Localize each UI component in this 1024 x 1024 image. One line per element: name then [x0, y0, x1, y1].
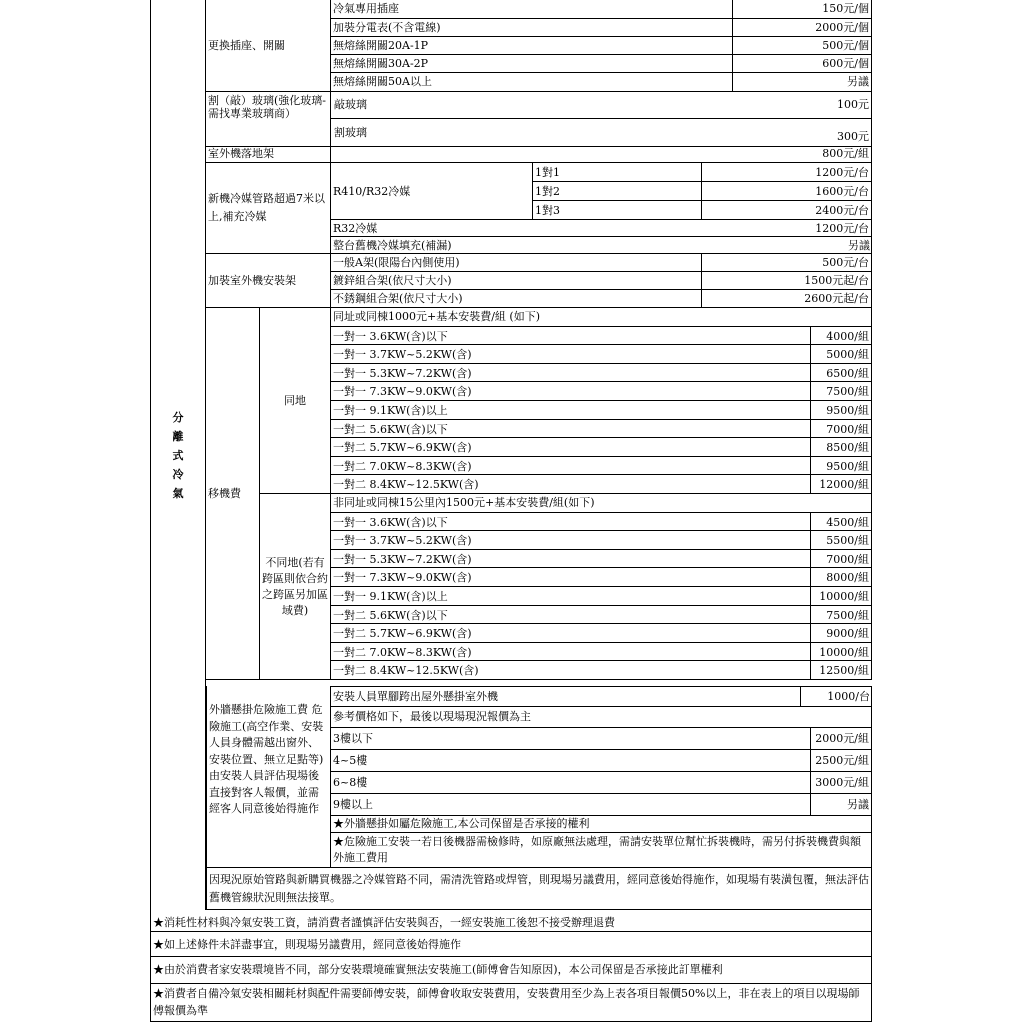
bracket-price: 800元/組: [331, 147, 872, 163]
relocation-price: 5500/組: [811, 531, 872, 550]
relocation-price: 5000/組: [811, 345, 872, 364]
relocation-item: 一對二 7.0KW~8.3KW(含): [331, 457, 811, 476]
hazard-floor-item: 6~8樓: [331, 772, 811, 794]
relocation-price: 9000/組: [811, 624, 872, 643]
relocation-price: 12500/組: [811, 661, 872, 680]
pipe-note: 因現況原始管路與新購買機器之冷媒管路不同，需清洗管路或焊管，則現場另議費用，經同意後始得施作，如現場有裝潢包覆，無法評估舊機管線狀況則無法接單。: [206, 868, 872, 910]
relocation-item: 一對一 5.3KW~7.2KW(含): [331, 550, 811, 569]
refrigerant-label: 新機冷媒管路超過7米以上,補充冷媒: [206, 163, 331, 254]
glass-row-cut: [331, 119, 872, 147]
bracket-label: 室外機落地架: [206, 147, 331, 163]
hazard-row1: [331, 686, 872, 707]
relocation-same-header: 同址或同棟1000元+基本安裝費/組 (如下): [331, 308, 872, 327]
hazard-row1-item: 安裝人員單腳跨出屋外懸掛室外機: [333, 690, 498, 703]
glass-item: 敲玻璃: [334, 98, 367, 111]
glass-item: 割玻璃: [334, 126, 367, 139]
refrigerant-sub-price: 1200元/台: [702, 163, 872, 182]
relocation-item: 一對一 7.3KW~9.0KW(含): [331, 382, 811, 401]
relocation-price: 8000/組: [811, 568, 872, 587]
hazard-row2: 參考價格如下，最後以現場現況報價為主: [331, 707, 872, 728]
outlet-item: 無熔絲開關30A-2P: [331, 55, 733, 73]
relocation-item: 一對一 3.7KW~5.2KW(含): [331, 345, 811, 364]
relocation-item: 一對二 8.4KW~12.5KW(含): [331, 475, 811, 494]
outlet-item: 無熔絲開關20A-1P: [331, 37, 733, 55]
refrigerant-sub-item: 1對2: [533, 182, 702, 201]
hazard-label: 外牆懸掛危險施工費 危險施工(高空作業、安裝人員身體需越出窗外、安裝位置、無立足點等)由安裝人員評估現場後直接對客人報價，並需經客人同意後始得施作: [206, 686, 331, 868]
relocation-item: 一對二 7.0KW~8.3KW(含): [331, 643, 811, 662]
rack-price: 1500元起/台: [702, 272, 872, 290]
relocation-price: 6500/組: [811, 364, 872, 383]
glass-row-knock: [331, 92, 872, 119]
rack-price: 2600元起/台: [702, 290, 872, 308]
glass-label: 割（敲）玻璃(強化玻璃-需找專業玻璃商）: [206, 92, 331, 147]
rack-price: 500元/台: [702, 254, 872, 272]
relocation-item: 一對二 5.6KW(含)以下: [331, 606, 811, 625]
hazard-floor-item: 3樓以下: [331, 728, 811, 750]
relocation-price: 9500/組: [811, 457, 872, 476]
refrigerant-refill: 整台舊機冷媒填充(補漏): [331, 237, 872, 254]
relocation-item: 一對二 5.6KW(含)以下: [331, 420, 811, 439]
category-label: 分離式冷氣: [172, 410, 184, 500]
relocation-price: 10000/組: [811, 643, 872, 662]
hazard-floor-price: 2500元/組: [811, 750, 872, 772]
refrigerant-type2: R32冷媒: [331, 220, 872, 237]
outlet-price: 500元/個: [733, 37, 872, 55]
outlet-label: 更換插座、開關: [206, 0, 331, 92]
hazard-floor-price: 另議: [811, 794, 872, 816]
rack-label: 加裝室外機安裝架: [206, 254, 331, 308]
glass-price: 300元: [837, 130, 869, 143]
relocation-price: 4500/組: [811, 513, 872, 532]
rack-item: 鍍鋅組合架(依尺寸大小): [331, 272, 702, 290]
relocation-price: 7500/組: [811, 606, 872, 625]
diff-label-text: 不同地(若有跨區則依合約之跨區另加區域費): [262, 555, 328, 617]
relocation-price: 7000/組: [811, 550, 872, 569]
same-label-text: 同地: [284, 394, 306, 407]
outlet-price: 另議: [733, 73, 872, 92]
relocation-price: 10000/組: [811, 587, 872, 606]
hazard-floor-price: 3000元/組: [811, 772, 872, 794]
refrigerant-type2-price: 1200元/台: [702, 220, 872, 237]
hazard-note2: ★危險施工安裝一若日後機器需檢修時，如原廠無法處理，需請安裝單位幫忙拆裝機時，需另付拆裝機費與額外施工費用: [331, 833, 872, 868]
outlet-item: 加裝分電表(不含電線): [331, 19, 733, 37]
relocation-price: 12000/組: [811, 475, 872, 494]
outlet-item: 無熔絲開關50A以上: [331, 73, 733, 92]
refrigerant-refill-price: 另議: [848, 239, 870, 252]
outlet-price: 2000元/個: [733, 19, 872, 37]
footer-note: ★由於消費者家安裝環境皆不同，部分安裝環境確實無法安裝施工(師傅會告知原因)，本公司保留是否承接此訂單權利: [150, 957, 872, 984]
refrigerant-sub-price: 1600元/台: [702, 182, 872, 201]
relocation-different-header: 非同址或同棟15公里內1500元+基本安裝費/組(如下): [331, 494, 872, 513]
relocation-diff-label: [260, 494, 331, 680]
relocation-item: 一對二 5.7KW~6.9KW(含): [331, 438, 811, 457]
footer-note: ★如上述條件未詳盡事宜，則現場另議費用，經同意後始得施作: [150, 932, 872, 957]
relocation-item: 一對二 5.7KW~6.9KW(含): [331, 624, 811, 643]
refrigerant-type1: R410/R32冷媒: [331, 163, 533, 220]
hazard-floor-item: 4~5樓: [331, 750, 811, 772]
relocation-price: 7500/組: [811, 382, 872, 401]
refrigerant-sub-item: 1對3: [533, 201, 702, 220]
hazard-note1: ★外牆懸掛如屬危險施工,本公司保留是否承接的權利: [331, 816, 872, 833]
relocation-item: 一對一 9.1KW(含)以上: [331, 587, 811, 606]
relocation-same-label: [260, 308, 331, 494]
relocation-price: 9500/組: [811, 401, 872, 420]
relocation-price: 7000/組: [811, 420, 872, 439]
rack-item: 一般A架(限陽台內側使用): [331, 254, 702, 272]
outlet-price: 600元/個: [733, 55, 872, 73]
outlet-price: 150元/個: [733, 0, 872, 19]
refrigerant-sub-item: 1對1: [533, 163, 702, 182]
relocation-label: 移機費: [206, 308, 260, 680]
hazard-floor-price: 2000元/組: [811, 728, 872, 750]
relocation-item: 一對一 3.7KW~5.2KW(含): [331, 531, 811, 550]
category-column: [150, 0, 206, 910]
relocation-item: 一對一 7.3KW~9.0KW(含): [331, 568, 811, 587]
footer-note: ★消耗性材料與冷氣安裝工資，請消費者謹慎評估安裝與否，一經安裝施工後恕不接受辦理退費: [150, 910, 872, 932]
refrigerant-sub-price: 2400元/台: [702, 201, 872, 220]
rack-item: 不銹鋼組合架(依尺寸大小): [331, 290, 702, 308]
relocation-item: 一對一 3.6KW(含)以下: [331, 513, 811, 532]
outlet-item: 冷氣專用插座: [331, 0, 733, 19]
hazard-floor-item: 9樓以上: [331, 794, 811, 816]
relocation-price: 4000/組: [811, 327, 872, 346]
relocation-item: 一對一 3.6KW(含)以下: [331, 327, 811, 346]
glass-price: 100元: [837, 98, 869, 111]
relocation-price: 8500/組: [811, 438, 872, 457]
hazard-row1-price: 1000/台: [800, 687, 872, 706]
relocation-item: 一對二 8.4KW~12.5KW(含): [331, 661, 811, 680]
relocation-item: 一對一 9.1KW(含)以上: [331, 401, 811, 420]
relocation-item: 一對一 5.3KW~7.2KW(含): [331, 364, 811, 383]
footer-note: ★消費者自備冷氣安裝相關耗材與配件需要師傅安裝，師傅會收取安裝費用，安裝費用至少為上表各項目報價50%以上，非在表上的項目以現場師傅報價為準: [150, 984, 872, 1022]
